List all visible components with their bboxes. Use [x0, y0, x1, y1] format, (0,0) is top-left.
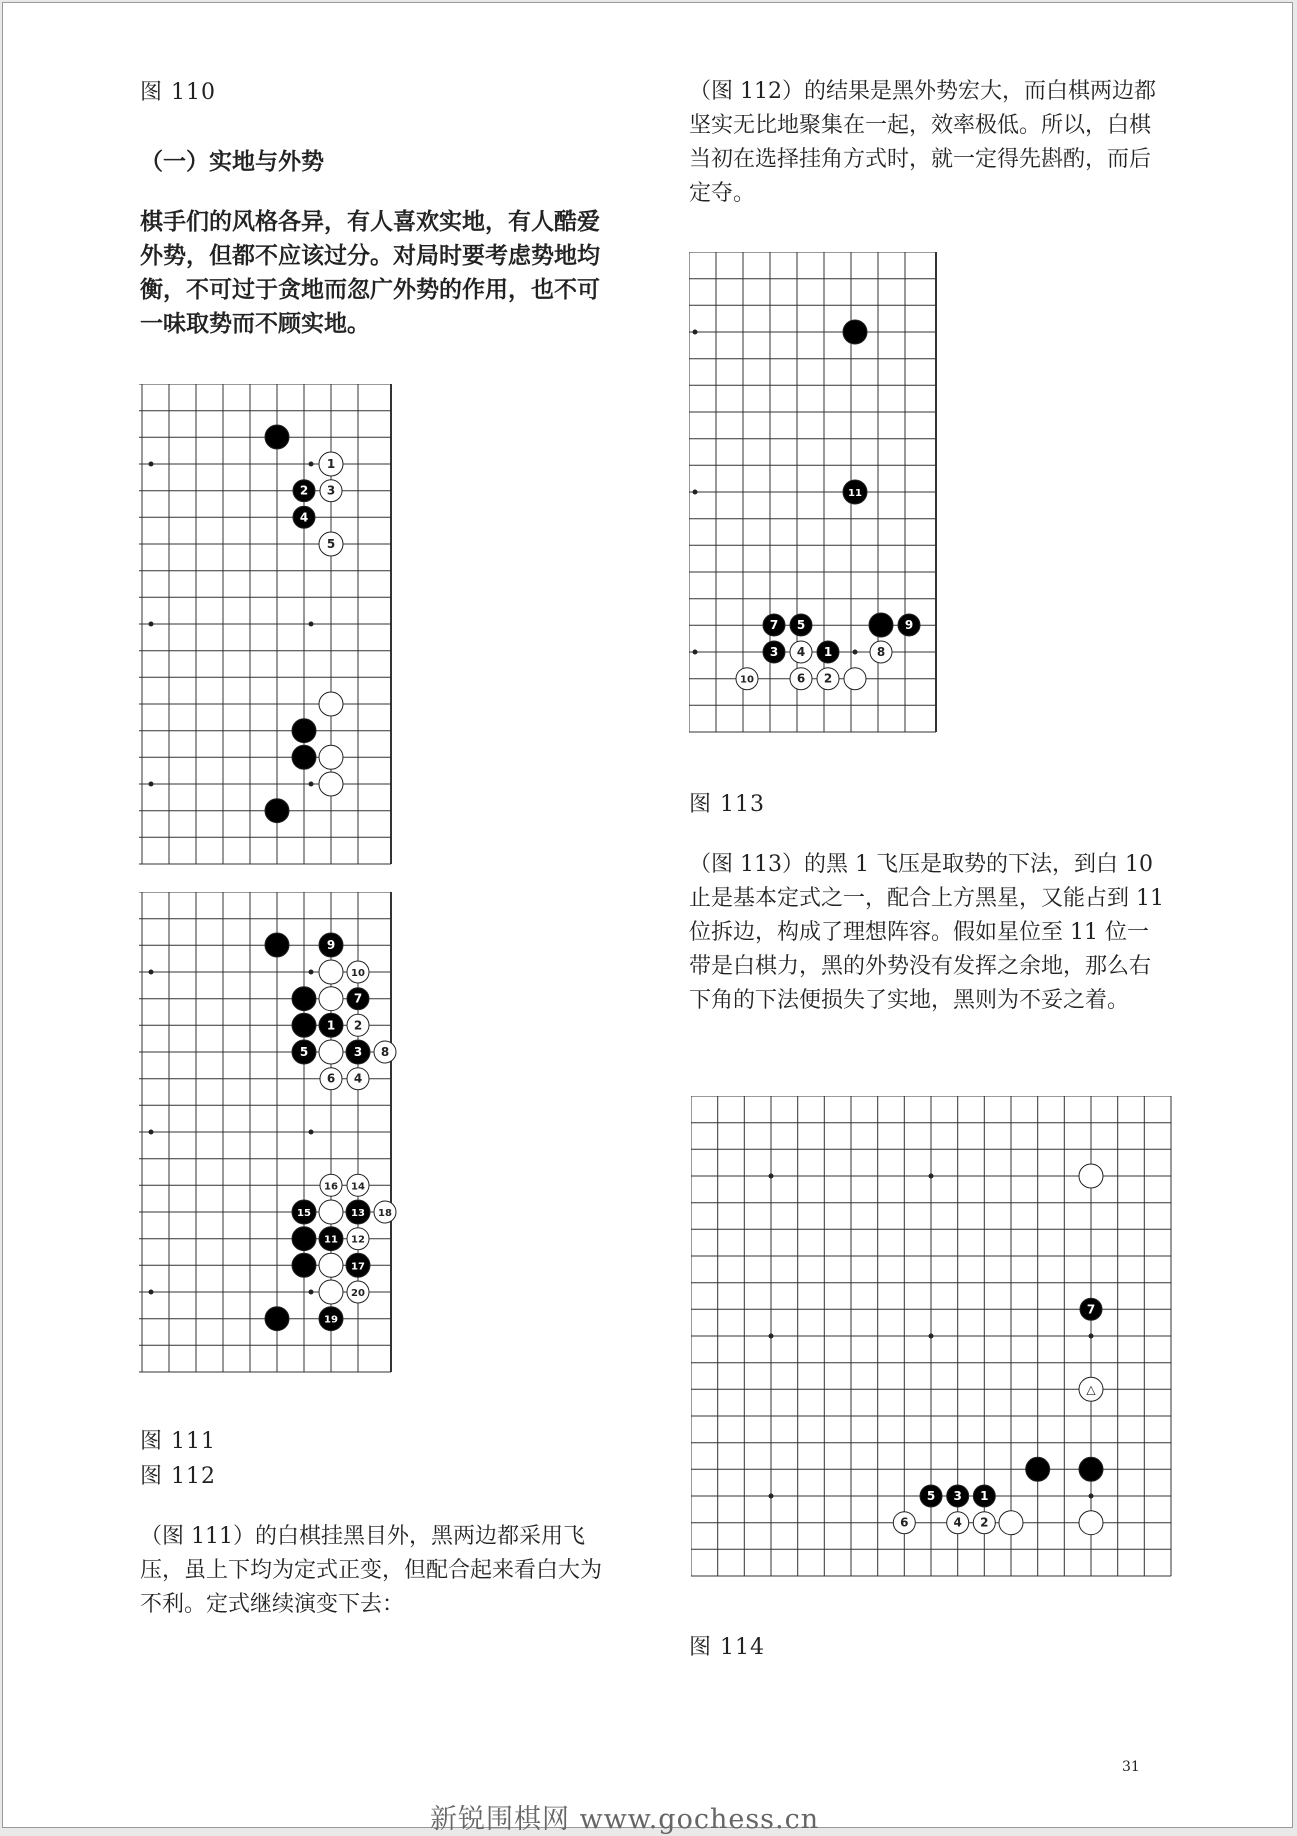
- svg-text:11: 11: [848, 488, 862, 499]
- svg-text:14: 14: [351, 1181, 365, 1193]
- white-stone-14: [347, 1174, 369, 1196]
- white-stone: [319, 1253, 343, 1277]
- black-stone-4: [293, 506, 315, 528]
- svg-text:1: 1: [823, 645, 833, 659]
- black-stone-7: [1080, 1298, 1102, 1320]
- go-board-114: [691, 1096, 1175, 1582]
- black-stone-9: [898, 614, 920, 636]
- black-stone: [1079, 1457, 1103, 1481]
- white-stone-2: [347, 1014, 369, 1036]
- black-stone-11: [319, 1227, 343, 1251]
- black-stone: [292, 719, 316, 743]
- white-stone-10: [347, 961, 369, 983]
- black-stone-19: [319, 1307, 343, 1331]
- white-stone-5: [319, 532, 343, 556]
- svg-text:1: 1: [980, 1489, 989, 1503]
- white-stone-16: [320, 1174, 342, 1196]
- svg-text:1: 1: [326, 457, 336, 471]
- black-stone-1: [973, 1485, 995, 1507]
- white-stone: [319, 960, 343, 984]
- go-diagram-figure-114: [691, 1096, 1175, 1582]
- paragraph-figure-113: （图 113）的黑 1 飞压是取势的下法，到白 10 止是基本定式之一，配合上方黑星，又能占到 11 位拆边，构成了理想阵容。假如星位至 11 位一带是白棋力，黑的外势没有发挥之余地，那么右下角的下法便损失了实地，黑则为不妥之着。: [689, 852, 1164, 1013]
- caption-figure-114: 图 114: [689, 1635, 765, 1660]
- black-stone-5: [920, 1485, 942, 1507]
- white-stone-3: [320, 480, 342, 502]
- svg-text:3: 3: [769, 645, 779, 659]
- black-stone-5: [790, 614, 812, 636]
- svg-text:12: 12: [351, 1234, 365, 1246]
- svg-text:7: 7: [769, 618, 779, 632]
- svg-text:2: 2: [353, 1018, 363, 1033]
- svg-text:18: 18: [378, 1208, 392, 1219]
- black-stone: [265, 1307, 289, 1331]
- white-stone-6: [790, 668, 812, 690]
- go-board-111: [139, 384, 397, 870]
- caption-figure-111: 图 111: [140, 1429, 216, 1454]
- white-stone: [319, 1200, 343, 1224]
- svg-text:7: 7: [1086, 1302, 1096, 1317]
- black-stone: [265, 933, 289, 957]
- go-board-113: [689, 252, 941, 738]
- section-heading: （一）实地与外势: [140, 149, 324, 175]
- white-stone-2: [973, 1512, 995, 1534]
- white-stone: [319, 987, 343, 1011]
- svg-text:3: 3: [326, 483, 336, 498]
- white-stone: [319, 1040, 343, 1064]
- caption-figure-113: 图 113: [689, 792, 765, 817]
- white-stone-10: [736, 668, 758, 690]
- svg-text:11: 11: [324, 1234, 338, 1246]
- svg-text:2: 2: [980, 1515, 989, 1530]
- black-stone-17: [346, 1253, 370, 1277]
- intro-paragraph: 棋手们的风格各异，有人喜欢实地，有人酷爱外势，但都不应该过分。对局时要考虑势地均衡，不可过于贪地而忽广外势的作用，也不可一味取势而不顾实地。: [140, 209, 600, 337]
- go-diagram-figure-113: [689, 252, 941, 738]
- go-board-112: [139, 892, 407, 1378]
- site-watermark: 新锐围棋网 www.gochess.cn: [430, 1804, 820, 1835]
- svg-text:3: 3: [353, 1045, 363, 1059]
- black-stone: [292, 745, 316, 769]
- svg-text:17: 17: [351, 1261, 365, 1273]
- svg-text:△: △: [1086, 1382, 1096, 1397]
- white-stone-20: [347, 1281, 369, 1303]
- svg-text:5: 5: [326, 537, 336, 551]
- paragraph-figure-112: （图 112）的结果是黑外势宏大，而白棋两边都坚实无比地聚集在一起，效率极低。所以，白棋当初在选择挂角方式时，就一定得先斟酌，而后定夺。: [689, 79, 1156, 206]
- svg-text:8: 8: [380, 1045, 390, 1059]
- white-stone-6: [893, 1512, 915, 1534]
- svg-text:7: 7: [353, 991, 363, 1006]
- svg-text:6: 6: [326, 1071, 336, 1086]
- white-stone-8: [374, 1041, 396, 1063]
- black-stone-2: [293, 480, 315, 502]
- black-stone-3: [947, 1485, 969, 1507]
- svg-text:1: 1: [326, 1018, 336, 1033]
- svg-text:16: 16: [324, 1181, 338, 1193]
- svg-text:9: 9: [904, 618, 914, 632]
- white-stone-4: [347, 1068, 369, 1090]
- black-stone-5: [292, 1040, 316, 1064]
- go-diagram-figure-111: [139, 384, 397, 870]
- black-stone: [843, 320, 867, 344]
- caption-figure-110: 图 110: [140, 80, 216, 105]
- black-stone-3: [763, 641, 785, 663]
- page-number: 31: [1122, 1759, 1140, 1775]
- svg-text:6: 6: [900, 1515, 909, 1530]
- svg-text:4: 4: [353, 1071, 363, 1086]
- white-stone-4: [947, 1512, 969, 1534]
- white-stone-△: [1079, 1377, 1103, 1401]
- white-stone: [844, 668, 866, 690]
- black-stone-7: [763, 614, 785, 636]
- white-stone: [319, 772, 343, 796]
- black-stone: [265, 425, 289, 449]
- black-stone: [292, 1253, 316, 1277]
- svg-text:13: 13: [351, 1208, 365, 1219]
- svg-text:9: 9: [326, 938, 336, 952]
- black-stone: [265, 799, 289, 823]
- svg-text:4: 4: [953, 1515, 962, 1530]
- black-stone-9: [319, 933, 343, 957]
- black-stone: [869, 613, 893, 637]
- svg-text:15: 15: [297, 1208, 311, 1219]
- black-stone: [292, 1227, 316, 1251]
- black-stone-11: [843, 480, 867, 504]
- white-stone-8: [870, 641, 892, 663]
- svg-text:5: 5: [299, 1045, 309, 1059]
- svg-text:6: 6: [796, 671, 806, 686]
- book-page: [2, 2, 1293, 1828]
- svg-text:2: 2: [823, 671, 833, 686]
- paragraph-figure-111: （图 111）的白棋挂黑目外，黑两边都采用飞压，虽上下均为定式正变，但配合起来看白大为不利。定式继续演变下去：: [140, 1524, 603, 1617]
- black-stone-13: [346, 1200, 370, 1224]
- svg-text:19: 19: [324, 1314, 338, 1326]
- black-stone-15: [292, 1200, 316, 1224]
- svg-text:4: 4: [299, 510, 309, 525]
- caption-figure-112: 图 112: [140, 1464, 216, 1489]
- black-stone-3: [346, 1040, 370, 1064]
- white-stone-4: [790, 641, 812, 663]
- white-stone: [1079, 1511, 1103, 1535]
- white-stone: [999, 1511, 1023, 1535]
- black-stone-1: [319, 1013, 343, 1037]
- white-stone-1: [319, 452, 343, 476]
- black-stone-1: [817, 641, 839, 663]
- go-diagram-figure-112: [139, 892, 407, 1378]
- white-stone-6: [320, 1068, 342, 1090]
- black-stone-7: [347, 988, 369, 1010]
- svg-text:8: 8: [876, 645, 886, 659]
- svg-text:10: 10: [740, 674, 754, 686]
- svg-text:20: 20: [351, 1288, 365, 1299]
- svg-text:4: 4: [796, 645, 806, 659]
- white-stone: [319, 692, 343, 716]
- svg-text:5: 5: [926, 1489, 936, 1503]
- white-stone: [319, 1280, 343, 1304]
- black-stone: [292, 1013, 316, 1037]
- white-stone-18: [374, 1201, 396, 1223]
- svg-text:10: 10: [351, 968, 365, 979]
- white-stone: [1079, 1164, 1103, 1188]
- svg-text:2: 2: [299, 483, 309, 498]
- svg-text:5: 5: [796, 618, 806, 632]
- white-stone: [319, 745, 343, 769]
- white-stone-12: [347, 1228, 369, 1250]
- black-stone: [292, 987, 316, 1011]
- svg-text:3: 3: [953, 1489, 962, 1503]
- white-stone-2: [817, 668, 839, 690]
- black-stone: [1026, 1457, 1050, 1481]
